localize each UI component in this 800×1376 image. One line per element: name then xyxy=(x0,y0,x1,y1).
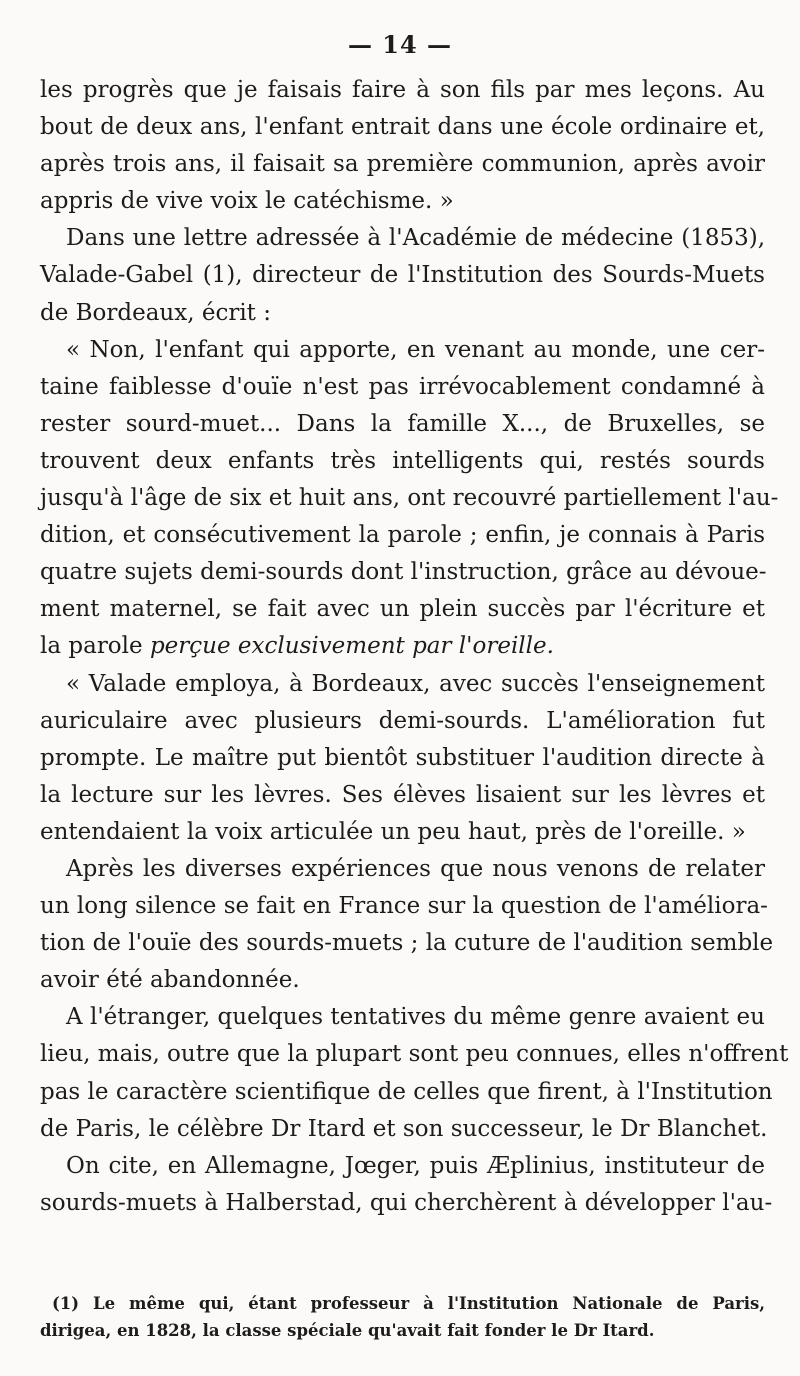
text-line: sourds-muets à Halberstad, qui cherchèrent à développer l'au- xyxy=(40,1189,773,1216)
text-line: Après les diverses expériences que nous venons de relater xyxy=(66,855,765,882)
text-line: A l'étranger, quelques tentatives du même genre avaient eu xyxy=(66,1004,765,1031)
text-line: appris de vive voix le catéchisme. » xyxy=(40,188,454,215)
text-line: lieu, mais, outre que la plupart sont peu connues, elles n'offrent xyxy=(40,1041,789,1068)
text-line: avoir été abandonnée. xyxy=(40,967,300,994)
text-line: pas le caractère scientifique de celles que firent, à l'Institution xyxy=(40,1078,773,1105)
text-line: entendaient la voix articulée un peu haut, près de l'oreille. » xyxy=(40,818,746,845)
text-line: jusqu'à l'âge de six et huit ans, ont recouvré partiellement l'au- xyxy=(40,485,779,512)
footnote-line: dirigea, en 1828, la classe spéciale qu'avait fait fonder le Dr Itard. xyxy=(40,1321,655,1340)
text-line: les progrès que je faisais faire à son fils par mes leçons. Au xyxy=(40,77,765,103)
text-line: quatre sujets demi-sourds dont l'instruction, grâce au dévoue- xyxy=(40,559,767,586)
text-line: tion de l'ouïe des sourds-muets ; la cuture de l'audition semble xyxy=(40,930,774,957)
text-line: ment maternel, se fait avec un plein succès par l'écriture et xyxy=(40,596,765,623)
text-line: Valade-Gabel (1), directeur de l'Institution des Sourds-Muets xyxy=(40,262,765,289)
text-line: taine faiblesse d'ouïe n'est pas irrévocablement condamné à xyxy=(40,373,765,400)
footnote-line: (1) Le même qui, étant professeur à l'Institution Nationale de Paris, xyxy=(52,1294,765,1313)
text-line: « Non, l'enfant qui apporte, en venant au monde, une cer- xyxy=(66,336,765,363)
text-line: de Bordeaux, écrit : xyxy=(40,299,271,326)
text-line: après trois ans, il faisait sa première communion, après avoir xyxy=(40,151,765,178)
text-line: dition, et consécutivement la parole ; enfin, je connais à Paris xyxy=(40,522,765,549)
text-line: auriculaire avec plusieurs demi-sourds. L'amélioration fut xyxy=(40,707,765,734)
page-number: — 14 — xyxy=(347,30,453,59)
text-line: On cite, en Allemagne, Jœger, puis Æplinius, instituteur de xyxy=(66,1152,765,1179)
body-text xyxy=(40,72,789,1222)
text-line: « Valade employa, à Bordeaux, avec succès l'enseignement xyxy=(66,670,765,697)
text-line: Dans une lettre adressée à l'Académie de médecine (1853), xyxy=(66,225,765,252)
text-line-roman: la parole xyxy=(40,633,150,660)
text-line: un long silence se fait en France sur la question de l'améliora- xyxy=(40,893,768,920)
text-line: bout de deux ans, l'enfant entrait dans une école ordinaire et, xyxy=(40,114,765,141)
text-line: la lecture sur les lèvres. Ses élèves lisaient sur les lèvres et xyxy=(40,781,765,808)
text-line: prompte. Le maître put bientôt substituer l'audition directe à xyxy=(40,744,765,771)
text-line: de Paris, le célèbre Dr Itard et son successeur, le Dr Blanchet. xyxy=(40,1115,768,1142)
footnote xyxy=(40,1290,765,1344)
italic-emphasis: perçue exclusivement par l'oreille. xyxy=(149,633,554,660)
text-line xyxy=(40,628,765,665)
text-line: trouvent deux enfants très intelligents qui, restés sourds xyxy=(40,447,765,474)
text-line: rester sourd-muet... Dans la famille X..., de Bruxelles, se xyxy=(40,410,765,437)
